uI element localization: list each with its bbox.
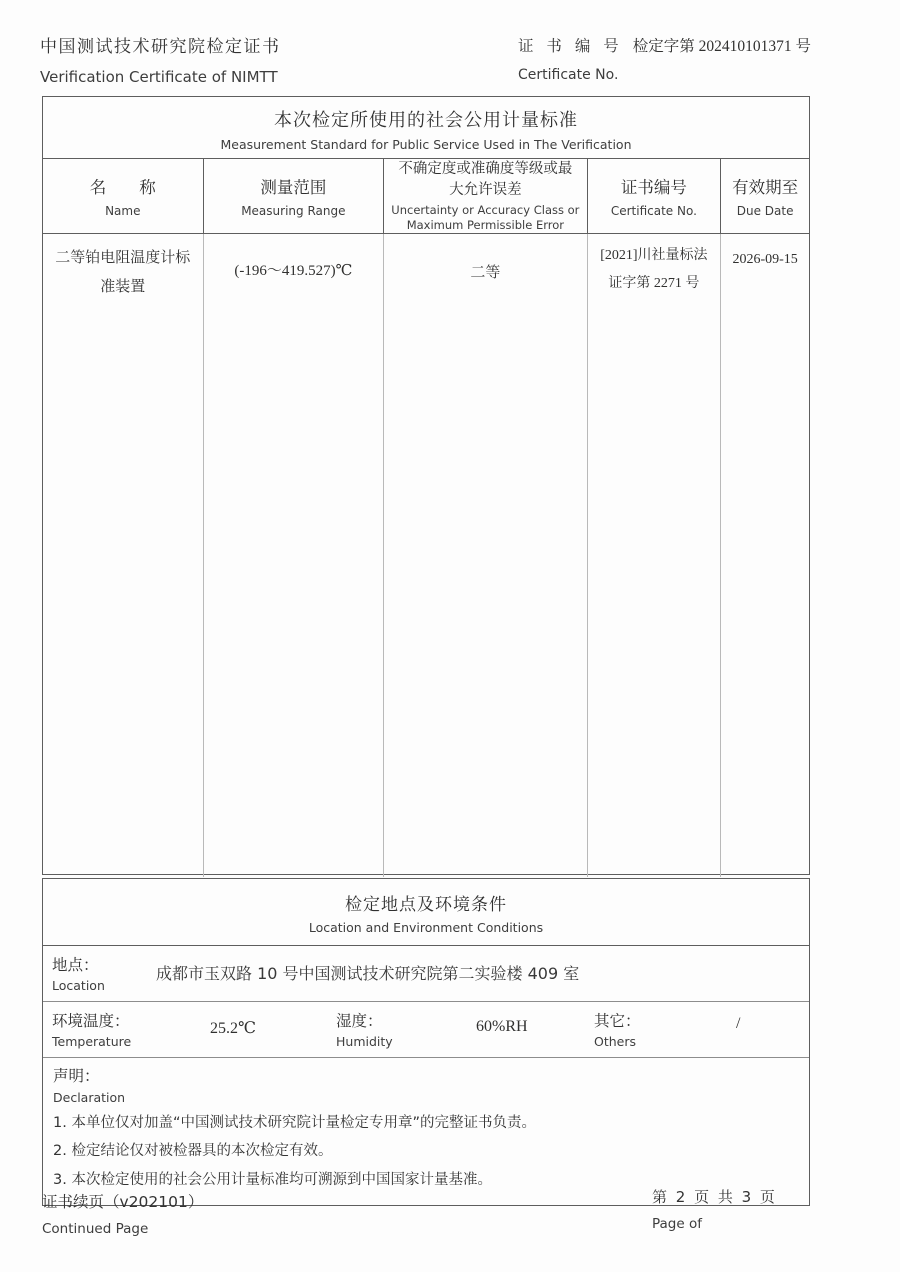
cell-standard-certificate-no bbox=[587, 234, 721, 877]
cell-measuring-range bbox=[203, 234, 384, 877]
cell-accuracy-class bbox=[383, 234, 586, 877]
col-header-uncertainty bbox=[383, 159, 586, 233]
humidity-label-en: Humidity bbox=[336, 1034, 393, 1049]
location-value: 成都市玉双路 10 号中国测试技术研究院第二实验楼 409 室 bbox=[156, 964, 580, 983]
due-date-value: 2026-09-15 bbox=[732, 252, 798, 267]
col-header-certificate-no-en: Certificate No. bbox=[610, 204, 697, 218]
col-header-uncertainty-en: Uncertainty or Accuracy Class or Maximum Permissible Error bbox=[391, 203, 580, 232]
document-header-right bbox=[518, 34, 811, 83]
continued-page-label-en: Continued Page bbox=[42, 1221, 149, 1237]
declaration-item: 2. 检定结论仅对被检器具的本次检定有效。 bbox=[53, 1143, 333, 1160]
temperature-value: 25.2℃ bbox=[210, 1020, 256, 1037]
certificate-no-value: 检定字第 202410101371 号 bbox=[632, 38, 812, 55]
standard-certificate-no-value: [2021]川社量标法证字第 2271 号 bbox=[600, 248, 708, 291]
cell-due-date bbox=[720, 234, 809, 877]
humidity-label-zh: 湿度： bbox=[336, 1012, 383, 1030]
standards-table-title-zh: 本次检定所使用的社会公用计量标准 bbox=[274, 110, 578, 131]
others-label bbox=[594, 1009, 641, 1049]
col-header-measuring-range-en: Measuring Range bbox=[241, 204, 346, 218]
location-row bbox=[43, 946, 809, 1002]
environment-row bbox=[43, 1002, 809, 1058]
col-header-name bbox=[43, 159, 203, 233]
continued-page-label-zh: 证书续页（v202101） bbox=[42, 1193, 204, 1211]
temperature-label bbox=[52, 1009, 131, 1049]
page-number-en: Page of bbox=[652, 1216, 702, 1232]
declaration-section bbox=[43, 1058, 809, 1205]
col-header-due-date-en: Due Date bbox=[736, 204, 794, 218]
col-header-measuring-range bbox=[203, 159, 384, 233]
col-header-certificate-no bbox=[587, 159, 721, 233]
declaration-item: 1. 本单位仅对加盖“中国测试技术研究院计量检定专用章”的完整证书负责。 bbox=[53, 1115, 536, 1131]
col-header-name-zh: 名 称 bbox=[89, 178, 156, 197]
standard-name-value: 二等铂电阻温度计标准装置 bbox=[55, 248, 191, 296]
location-label-en: Location bbox=[52, 978, 105, 993]
location-table-title bbox=[43, 879, 809, 946]
col-header-certificate-no-zh: 证书编号 bbox=[620, 178, 687, 197]
humidity-label bbox=[336, 1009, 393, 1049]
document-header-left bbox=[40, 32, 281, 86]
declaration-label-en: Declaration bbox=[53, 1090, 126, 1105]
declaration-label-zh: 声明： bbox=[53, 1067, 100, 1085]
declaration-items bbox=[53, 1109, 799, 1194]
cell-standard-name bbox=[43, 234, 203, 877]
humidity-value: 60%RH bbox=[476, 1018, 528, 1035]
temperature-label-en: Temperature bbox=[52, 1034, 132, 1049]
standards-table-title bbox=[43, 97, 809, 158]
others-label-zh: 其它： bbox=[594, 1012, 641, 1030]
location-table-title-zh: 检定地点及环境条件 bbox=[345, 895, 507, 915]
page-number-zh: 第 2 页 共 3 页 bbox=[652, 1188, 777, 1206]
col-header-name-en: Name bbox=[105, 204, 141, 218]
location-label-zh: 地点： bbox=[52, 956, 99, 974]
footer-right bbox=[652, 1186, 777, 1232]
others-value: / bbox=[736, 1015, 741, 1032]
standards-table-header-row bbox=[43, 158, 809, 233]
declaration-item: 3. 本次检定使用的社会公用计量标准均可溯源到中国国家计量基准。 bbox=[53, 1171, 492, 1188]
col-header-due-date-zh: 有效期至 bbox=[732, 178, 799, 197]
document-title-en: Verification Certificate of NIMTT bbox=[40, 68, 278, 86]
certificate-no-label-zh: 证 书 编 号 bbox=[518, 37, 623, 55]
accuracy-class-value: 二等 bbox=[470, 263, 501, 281]
location-environment-table bbox=[42, 878, 810, 1206]
col-header-due-date bbox=[720, 159, 809, 233]
col-header-uncertainty-zh: 不确定度或准确度等级或最大允许误差 bbox=[398, 161, 573, 199]
footer-left bbox=[42, 1190, 203, 1237]
location-label bbox=[52, 953, 105, 993]
measuring-range-value: (-196～419.527)℃ bbox=[234, 263, 353, 279]
standards-table bbox=[42, 96, 810, 875]
standards-table-data-row bbox=[43, 233, 809, 877]
temperature-label-zh: 环境温度： bbox=[52, 1012, 130, 1030]
others-label-en: Others bbox=[594, 1034, 637, 1049]
document-title-zh: 中国测试技术研究院检定证书 bbox=[40, 37, 281, 57]
location-table-title-en: Location and Environment Conditions bbox=[308, 920, 544, 935]
col-header-measuring-range-zh: 测量范围 bbox=[260, 178, 327, 197]
certificate-no-label-en: Certificate No. bbox=[518, 67, 619, 83]
standards-table-title-en: Measurement Standard for Public Service Used in The Verification bbox=[220, 137, 632, 152]
